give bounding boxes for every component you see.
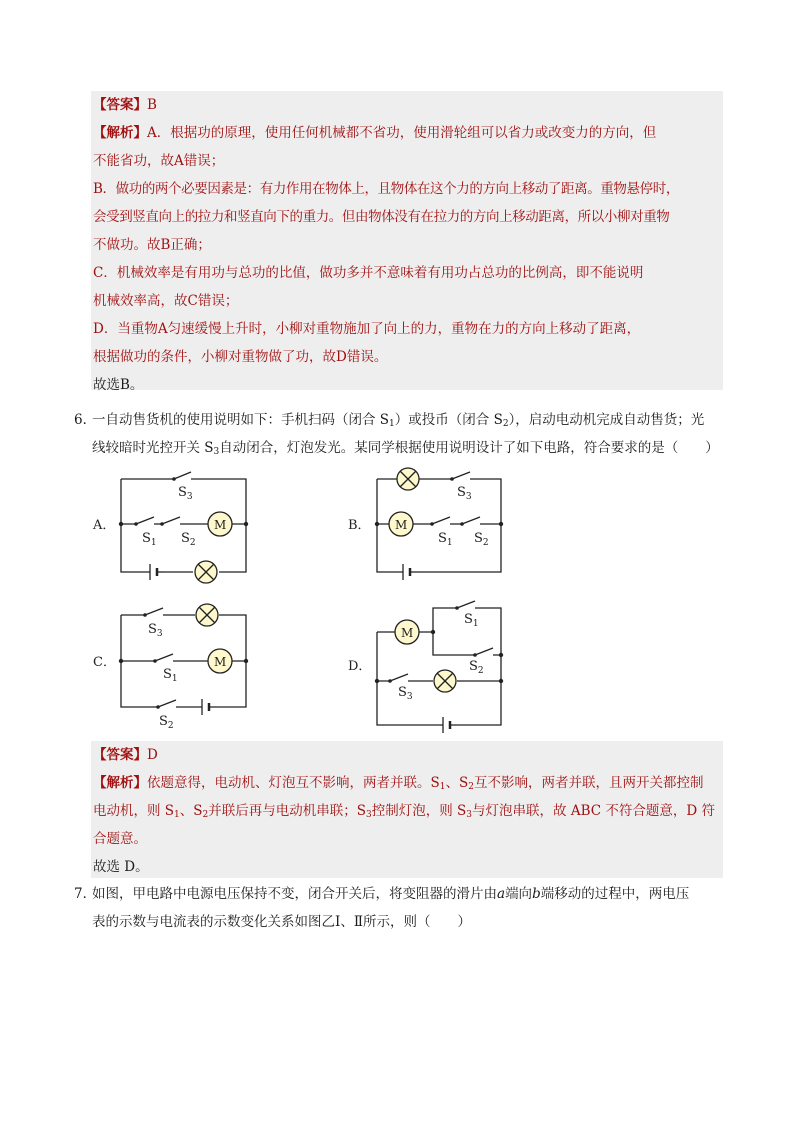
option-a-label: A． [93,518,116,533]
question-6 [74,406,726,462]
q6-answer-block [91,741,723,878]
analysis-a2: 不能省功，故A错误； [93,153,225,169]
switch-s2 [162,517,180,524]
analysis-b1: B．做功的两个必要因素是：有力作用在物体上，且物体在这个力的方向上移动了距离。重物悬停时， [93,181,679,197]
motor-letter: M [214,655,227,669]
analysis-line-1 [93,769,721,797]
subscript: 3 [366,810,372,820]
analysis-text: 并联后再与电动机串联；S [208,803,367,819]
circuit-c [121,604,246,715]
analysis-line-2 [93,797,721,825]
analysis-b3: 不做功。故B正确； [93,237,211,253]
option-d-label: D． [348,659,372,674]
analysis-tag: 【解析】 [93,125,147,141]
switch-s1 [457,601,475,608]
answer-line [93,741,721,769]
motor-letter: M [401,626,414,640]
s3-label: $S_3$ [148,622,163,639]
s3-label: $S_3$ [457,485,472,502]
analysis-d2: 根据做功的条件，小柳对重物做了功，故D错误。 [93,349,388,365]
q7-var-b: b [532,886,541,902]
analysis-text: 与灯泡串联，故 ABC 不符合题意，D 符 [472,803,715,819]
analysis-line-3: 合题意。 [93,831,147,847]
switch-s2 [462,517,480,524]
option-b-label: B． [348,518,371,533]
motor-letter: M [214,518,227,532]
subscript: 1 [174,810,180,820]
analysis-text: 依题意得，电动机、灯泡互不影响，两者并联。S [147,775,440,791]
analysis-tag: 【解析】 [93,775,147,791]
switch-s3 [174,472,191,479]
switch-s2 [158,700,176,707]
q6-text: ），启动电动机完成自动售货；光 [508,412,705,428]
q6-line2 [74,434,726,462]
q6-text: 一自动售货机的使用说明如下：手机扫码（闭合 S [92,412,390,428]
analysis-a1: A．根据功的原理，使用任何机械都不省功，使用滑轮组可以省力或改变力的方向，但 [147,125,657,141]
analysis-c2: 机械效率高，故C错误； [93,293,239,309]
q7-line2: 表的示数与电流表的示数变化关系如图乙Ⅰ、Ⅱ所示，则（ ） [92,914,472,930]
subscript: 3 [466,810,473,820]
q7-line1 [74,880,726,908]
analysis-text: 控制灯泡，则 S [371,803,467,819]
switch-s3 [452,472,470,479]
analysis-text: 电动机，则 S [93,803,175,819]
analysis-d1: D．当重物A匀速缓慢上升时，小柳对重物施加了向上的力，重物在力的方向上移动了距离， [93,321,641,337]
analysis-c1: C．机械效率是有用功与总功的比值，做功多并不意味着有用功占总功的比例高，即不能说明 [93,265,644,281]
analysis-b2: 会受到竖直向上的拉力和竖直向下的重力。但由物体没有在拉力的方向上移动距离，所以小柳对重物 [93,209,670,225]
conclusion: 故选 D。 [93,859,149,875]
s2-label: $S_2$ [159,714,174,731]
subscript: 2 [202,810,209,820]
q6-line1 [74,406,726,434]
question-7 [74,880,726,936]
q6-text: ）或投币（闭合 S [394,412,503,428]
s3-label: $S_3$ [178,485,193,502]
analysis-text: 互不影响，两者并联，且两开关都控制 [473,775,704,791]
switch-s1 [136,517,154,524]
s1-label: $S_1$ [142,531,157,548]
analysis-line [93,119,721,147]
subscript: 2 [502,419,509,429]
answer-tag: 【答案】 [93,97,147,113]
s2-label: $S_2$ [181,531,196,548]
q7-text: 端向 [505,886,533,902]
q7-text: 端移动的过程中，两电压 [540,886,690,902]
s1-label: $S_1$ [438,531,453,548]
q5-answer-block [91,91,723,393]
analysis-text: 、S [179,803,203,819]
analysis-text: 、S [445,775,469,791]
q7-var-a: a [497,886,506,902]
s1-label: $S_1$ [163,667,178,684]
q6-text: 线较暗时光控开关 S [92,440,214,456]
conclusion: 故选B。 [93,377,144,393]
option-c-label: C． [93,655,116,670]
answer-value: D [147,747,158,763]
motor-letter: M [395,518,408,532]
switch-s3 [145,608,163,615]
switch-s1 [155,654,173,661]
answer-tag: 【答案】 [93,747,147,763]
subscript: 1 [389,419,395,429]
switch-s3 [390,674,408,681]
q6-text: 自动闭合，灯泡发光。某同学根据使用说明设计了如下电路，符合要求的是（ ） [219,440,719,456]
q7-text: 如图，甲电路中电源电压保持不变，闭合开关后，将变阻器的滑片由 [92,886,497,902]
s2-label: $S_2$ [469,659,484,676]
s3-label: $S_3$ [398,685,413,702]
question-number: 7． [74,886,97,902]
circuit-diagrams [0,462,794,742]
subscript: 2 [468,782,474,792]
switch-s2 [475,648,493,655]
answer-value: B [147,97,157,113]
s2-label: $S_2$ [474,531,489,548]
subscript: 1 [439,782,446,792]
switch-s1 [432,517,450,524]
subscript: 3 [213,447,220,457]
question-number: 6． [74,412,97,428]
answer-line [93,91,721,119]
s1-label: $S_1$ [464,612,479,629]
